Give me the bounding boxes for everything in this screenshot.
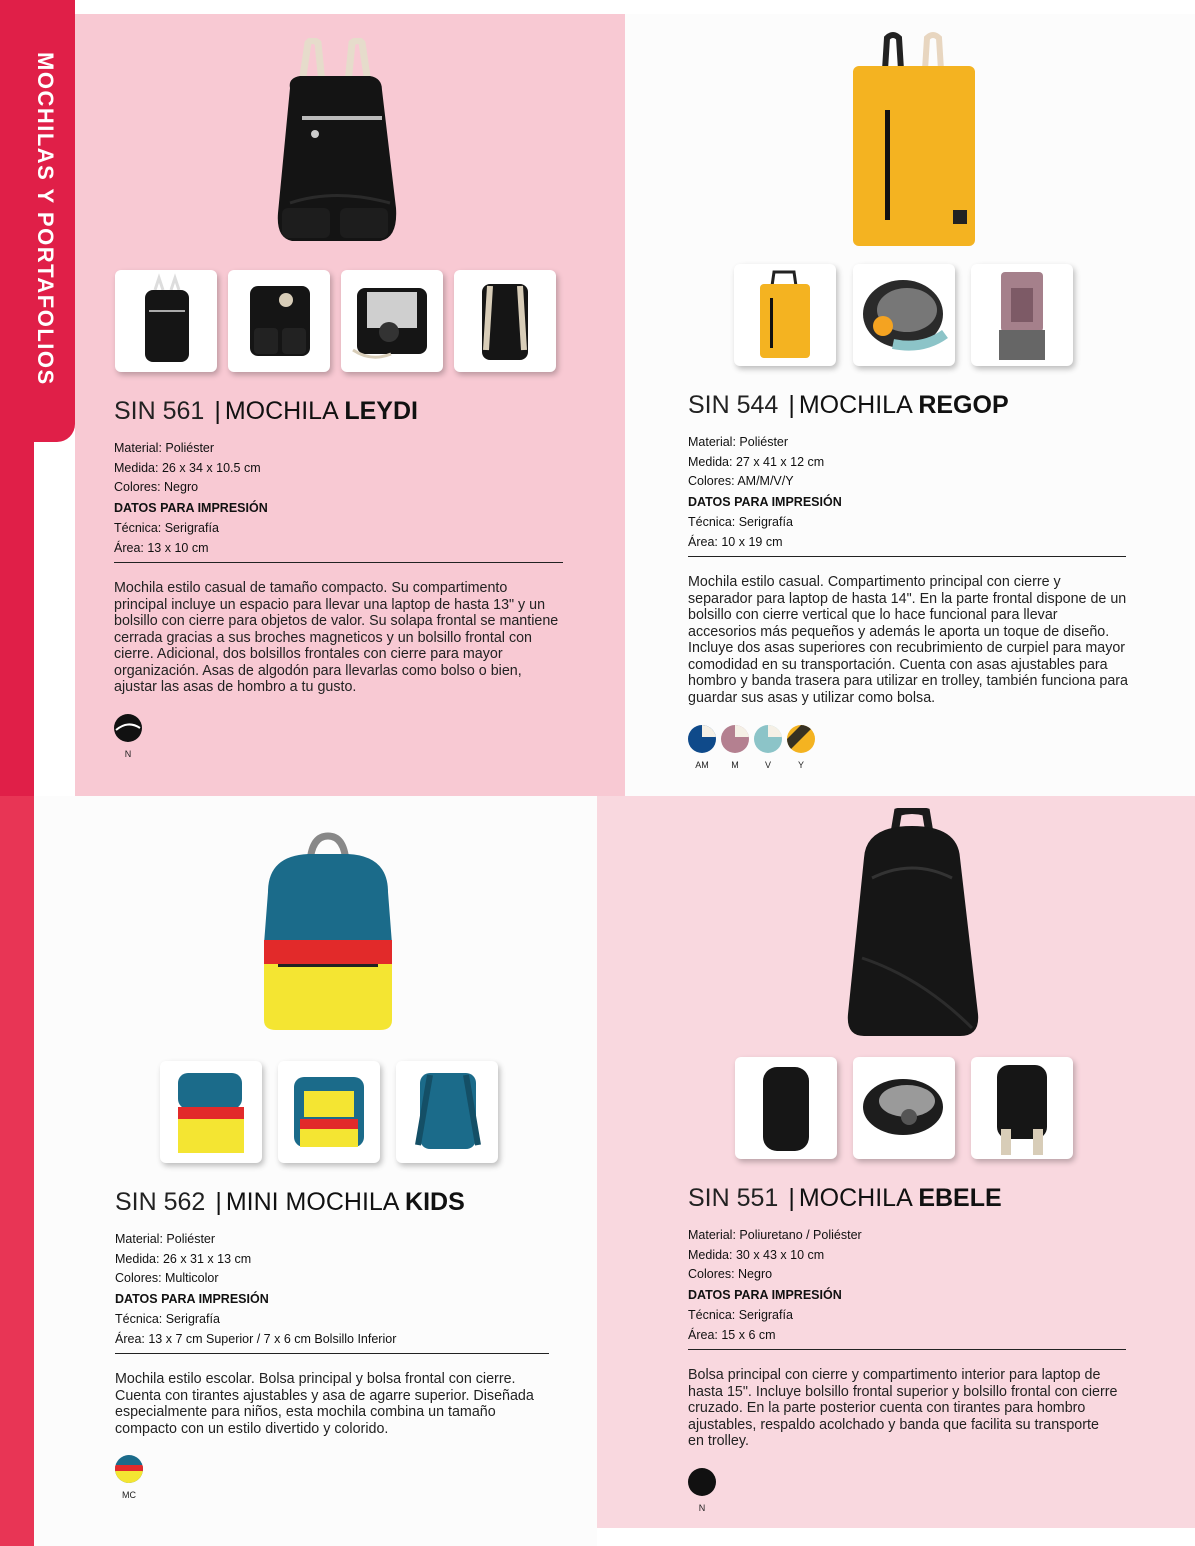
swatch-label: V xyxy=(764,760,771,770)
color-swatch[interactable] xyxy=(115,1455,143,1500)
product-thumbnail[interactable] xyxy=(115,270,217,372)
product-name: MOCHILA xyxy=(798,1184,912,1212)
divider xyxy=(688,1349,1126,1350)
product-specs xyxy=(688,433,842,552)
swatch-label: MC xyxy=(122,1490,136,1500)
spec-material: Material: Poliéster xyxy=(115,1232,216,1246)
product-code: SIN 551 xyxy=(688,1184,779,1212)
color-swatch[interactable] xyxy=(114,714,142,759)
divider xyxy=(688,556,1126,557)
color-swatch[interactable] xyxy=(688,1468,716,1513)
spec-area: Área: 13 x 10 cm xyxy=(114,540,209,555)
spec-tecnica: Técnica: Serigrafía xyxy=(115,1312,220,1326)
product-hero-image xyxy=(258,832,398,1034)
print-data-heading: DATOS PARA IMPRESIÓN xyxy=(688,494,842,509)
color-swatch[interactable] xyxy=(754,725,782,770)
swatch-dot xyxy=(787,725,815,753)
product-title: SIN 562 | MINI MOCHILA KIDS xyxy=(115,1188,465,1216)
product-description: Mochila estilo casual. Compartimento principal con cierre y separador para laptop de hasta 14". En la parte frontal dispone de un bolsillo con cierre vertical que lo hace funcional para llevar accesorios más pequeños y además le aporta un toque de diseño. Incluye dos asas superiores con recubrimiento de curpiel para mayor comodidad en su transportación. Cuenta con asas ajustables para hombro y banda trasera para utilizar en trolley, también funciona para guardar sus asas y utilizar como bolsa. xyxy=(688,574,1129,706)
product-name-bold: REGOP xyxy=(918,391,1009,419)
swatch-dot xyxy=(115,1455,143,1483)
spec-medida: Medida: 26 x 31 x 13 cm xyxy=(115,1251,252,1266)
swatch-dot xyxy=(754,725,782,753)
product-title: SIN 561 | MOCHILA LEYDI xyxy=(114,397,418,425)
product-code: SIN 562 xyxy=(115,1188,206,1216)
spec-colores: Colores: Multicolor xyxy=(115,1271,219,1285)
product-description: Mochila estilo escolar. Bolsa principal y bolsa frontal con cierre. Cuenta con tirantes ajustables y asa de agarre superior. Diseñada especialmente para niños, esta mochila combina un tamaño compacto con un estilo divertido y colorido. xyxy=(115,1371,534,1437)
swatch-dot xyxy=(721,725,749,753)
product-description: Mochila estilo casual de tamaño compacto. Su compartimento principal incluye un espacio para llevar una laptop de hasta 13" y un bolsillo con cierre para objetos de valor. Su solapa frontal se mantiene cerrada gracias a sus broches magneticos y un bolsillo frontal con cierre. Adicional, dos bolsillos frontales con cierre para mayor organización. Asas de algodón para llevarlas como bolso o bien, ajustar las asas de hombro a tu gusto. xyxy=(114,580,559,695)
spec-colores: Colores: Negro xyxy=(114,480,199,494)
spec-tecnica: Técnica: Serigrafía xyxy=(688,515,793,529)
product-thumbnail[interactable] xyxy=(735,1057,837,1159)
swatch-label: M xyxy=(731,760,739,770)
product-specs xyxy=(115,1230,396,1349)
color-swatches xyxy=(688,1468,716,1513)
spec-tecnica: Técnica: Serigrafía xyxy=(688,1308,793,1322)
product-thumbnail[interactable] xyxy=(341,270,443,372)
color-swatch[interactable] xyxy=(688,725,716,770)
color-swatches xyxy=(115,1455,143,1500)
print-data-heading: DATOS PARA IMPRESIÓN xyxy=(114,500,268,515)
product-thumbnail[interactable] xyxy=(971,264,1073,366)
product-thumbnail[interactable] xyxy=(734,264,836,366)
spec-area: Área: 10 x 19 cm xyxy=(688,534,783,549)
product-specs xyxy=(688,1226,862,1345)
spec-tecnica: Técnica: Serigrafía xyxy=(114,521,219,535)
divider xyxy=(114,562,563,563)
swatch-dot xyxy=(688,725,716,753)
color-swatch[interactable] xyxy=(787,725,815,770)
product-thumbnail[interactable] xyxy=(396,1061,498,1163)
product-thumbnail[interactable] xyxy=(160,1061,262,1163)
spec-material: Material: Poliuretano / Poliéster xyxy=(688,1228,862,1242)
product-specs xyxy=(114,439,268,558)
product-thumbnail[interactable] xyxy=(971,1057,1073,1159)
product-description: Bolsa principal con cierre y compartimento interior para laptop de hasta 15". Incluye bolsillo frontal superior y bolsillo frontal con cierre cruzado. En la parte posterior cuenta con tirantes para hombro ajustables, respaldo acolchado y banda que facilita su transporte en trolley. xyxy=(688,1367,1118,1449)
swatch-dot xyxy=(114,714,142,742)
swatch-dot xyxy=(688,1468,716,1496)
divider xyxy=(115,1353,549,1354)
swatch-label: N xyxy=(698,1503,706,1513)
product-thumbnail[interactable] xyxy=(853,264,955,366)
product-name-bold: LEYDI xyxy=(344,397,418,425)
swatch-label: AM xyxy=(695,760,709,770)
color-swatches xyxy=(114,714,142,759)
product-name: MINI MOCHILA xyxy=(225,1188,399,1216)
brand-band-bottom xyxy=(0,796,34,1546)
spec-area: Área: 13 x 7 cm Superior / 7 x 6 cm Bolsillo Inferior xyxy=(115,1331,397,1346)
spec-medida: Medida: 30 x 43 x 10 cm xyxy=(688,1247,825,1262)
swatch-label: Y xyxy=(797,760,804,770)
color-swatch[interactable] xyxy=(721,725,749,770)
product-code: SIN 561 xyxy=(114,397,205,425)
product-name-bold: EBELE xyxy=(918,1184,1002,1212)
product-hero-image xyxy=(845,30,980,250)
product-hero-image xyxy=(260,38,410,248)
spec-material: Material: Poliéster xyxy=(688,435,789,449)
swatch-label: N xyxy=(124,749,132,759)
product-name-bold: KIDS xyxy=(405,1188,465,1216)
product-hero-image xyxy=(842,808,982,1040)
product-code: SIN 544 xyxy=(688,391,779,419)
product-title: SIN 551 | MOCHILA EBELE xyxy=(688,1184,1002,1212)
product-thumbnail[interactable] xyxy=(853,1057,955,1159)
spec-material: Material: Poliéster xyxy=(114,441,215,455)
section-tab-label: MOCHILAS Y PORTAFOLIOS xyxy=(33,52,58,386)
spec-medida: Medida: 26 x 34 x 10.5 cm xyxy=(114,460,261,475)
product-name: MOCHILA xyxy=(798,391,912,419)
spec-colores: Colores: Negro xyxy=(688,1267,773,1281)
print-data-heading: DATOS PARA IMPRESIÓN xyxy=(688,1287,842,1302)
product-thumbnail[interactable] xyxy=(454,270,556,372)
product-title: SIN 544 | MOCHILA REGOP xyxy=(688,391,1009,419)
spec-area: Área: 15 x 6 cm xyxy=(688,1327,776,1342)
spec-medida: Medida: 27 x 41 x 12 cm xyxy=(688,454,825,469)
color-swatches xyxy=(688,725,815,770)
product-thumbnail[interactable] xyxy=(228,270,330,372)
product-thumbnail[interactable] xyxy=(278,1061,380,1163)
product-name: MOCHILA xyxy=(224,397,338,425)
spec-colores: Colores: AM/M/V/Y xyxy=(688,474,794,488)
print-data-heading: DATOS PARA IMPRESIÓN xyxy=(115,1291,269,1306)
